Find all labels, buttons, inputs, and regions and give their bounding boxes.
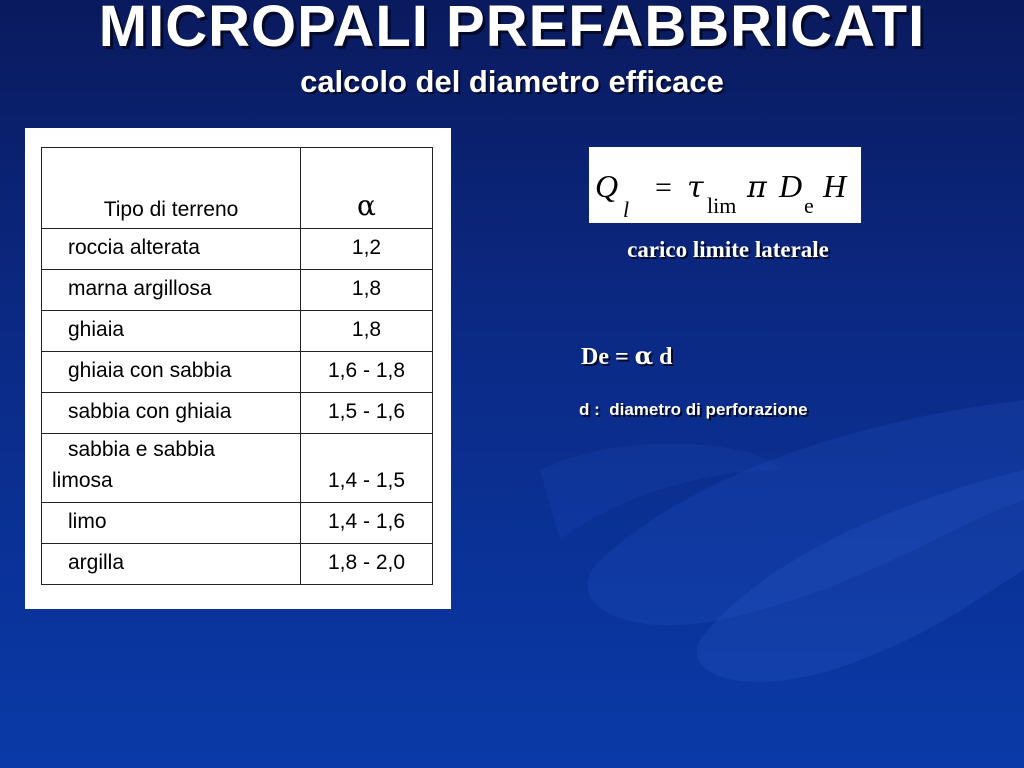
de-rhs: d: [653, 344, 673, 370]
table-row: [42, 352, 433, 393]
soil-name: ghiaia con sabbia: [42, 352, 301, 393]
alpha-value: 1,4 - 1,5: [301, 434, 433, 503]
soil-name-line2: limosa: [52, 469, 113, 492]
soil-name-line1: sabbia e sabbia: [68, 438, 216, 461]
formula-tau: τ: [687, 170, 704, 205]
formula-equals: =: [655, 171, 672, 204]
table-row: [42, 393, 433, 434]
soil-name: ghiaia: [42, 311, 301, 352]
soil-name: sabbia con ghiaia: [42, 393, 301, 434]
soil-name: limo: [42, 503, 301, 544]
formula-subscript-e: e: [804, 193, 814, 218]
soil-alpha-table: [41, 147, 433, 585]
table-header-row: [42, 148, 433, 229]
soil-name: roccia alterata: [42, 229, 301, 270]
alpha-value: 1,4 - 1,6: [301, 503, 433, 544]
alpha-value: 1,8: [301, 270, 433, 311]
formula-H: H: [823, 168, 847, 204]
table-row: [42, 503, 433, 544]
alpha-value: 1,6 - 1,8: [301, 352, 433, 393]
diameter-definition: d : diametro di perforazione: [579, 400, 808, 419]
soil-table-card: [25, 128, 451, 609]
effective-diameter-equation: [581, 341, 673, 371]
soil-name: argilla: [42, 544, 301, 585]
table-row: [42, 229, 433, 270]
table-row: [42, 434, 433, 503]
formula-subscript-lim: lim: [707, 193, 737, 218]
header-alpha: α: [301, 148, 433, 229]
alpha-value: 1,8 - 2,0: [301, 544, 433, 585]
alpha-value: 1,2: [301, 229, 433, 270]
de-alpha: α: [634, 341, 654, 370]
alpha-value: 1,8: [301, 311, 433, 352]
header-soil-type: Tipo di terreno: [42, 148, 301, 229]
de-lhs: De =: [581, 344, 635, 370]
table-row: [42, 544, 433, 585]
formula-box: [589, 147, 861, 223]
slide-title: MICROPALI PREFABBRICATI: [98, 0, 926, 59]
table-row: [42, 270, 433, 311]
table-row: [42, 311, 433, 352]
formula-Q: Q: [595, 168, 619, 204]
formula-D: D: [779, 168, 803, 204]
soil-name: marna argillosa: [42, 270, 301, 311]
alpha-value: 1,5 - 1,6: [301, 393, 433, 434]
soil-name: [42, 434, 301, 503]
formula-subscript-l: l: [623, 197, 630, 222]
formula-equation: [589, 147, 861, 223]
formula-pi: π: [747, 170, 767, 205]
slide-subtitle: calcolo del diametro efficace: [300, 64, 724, 99]
formula-caption: carico limite laterale: [627, 237, 829, 262]
